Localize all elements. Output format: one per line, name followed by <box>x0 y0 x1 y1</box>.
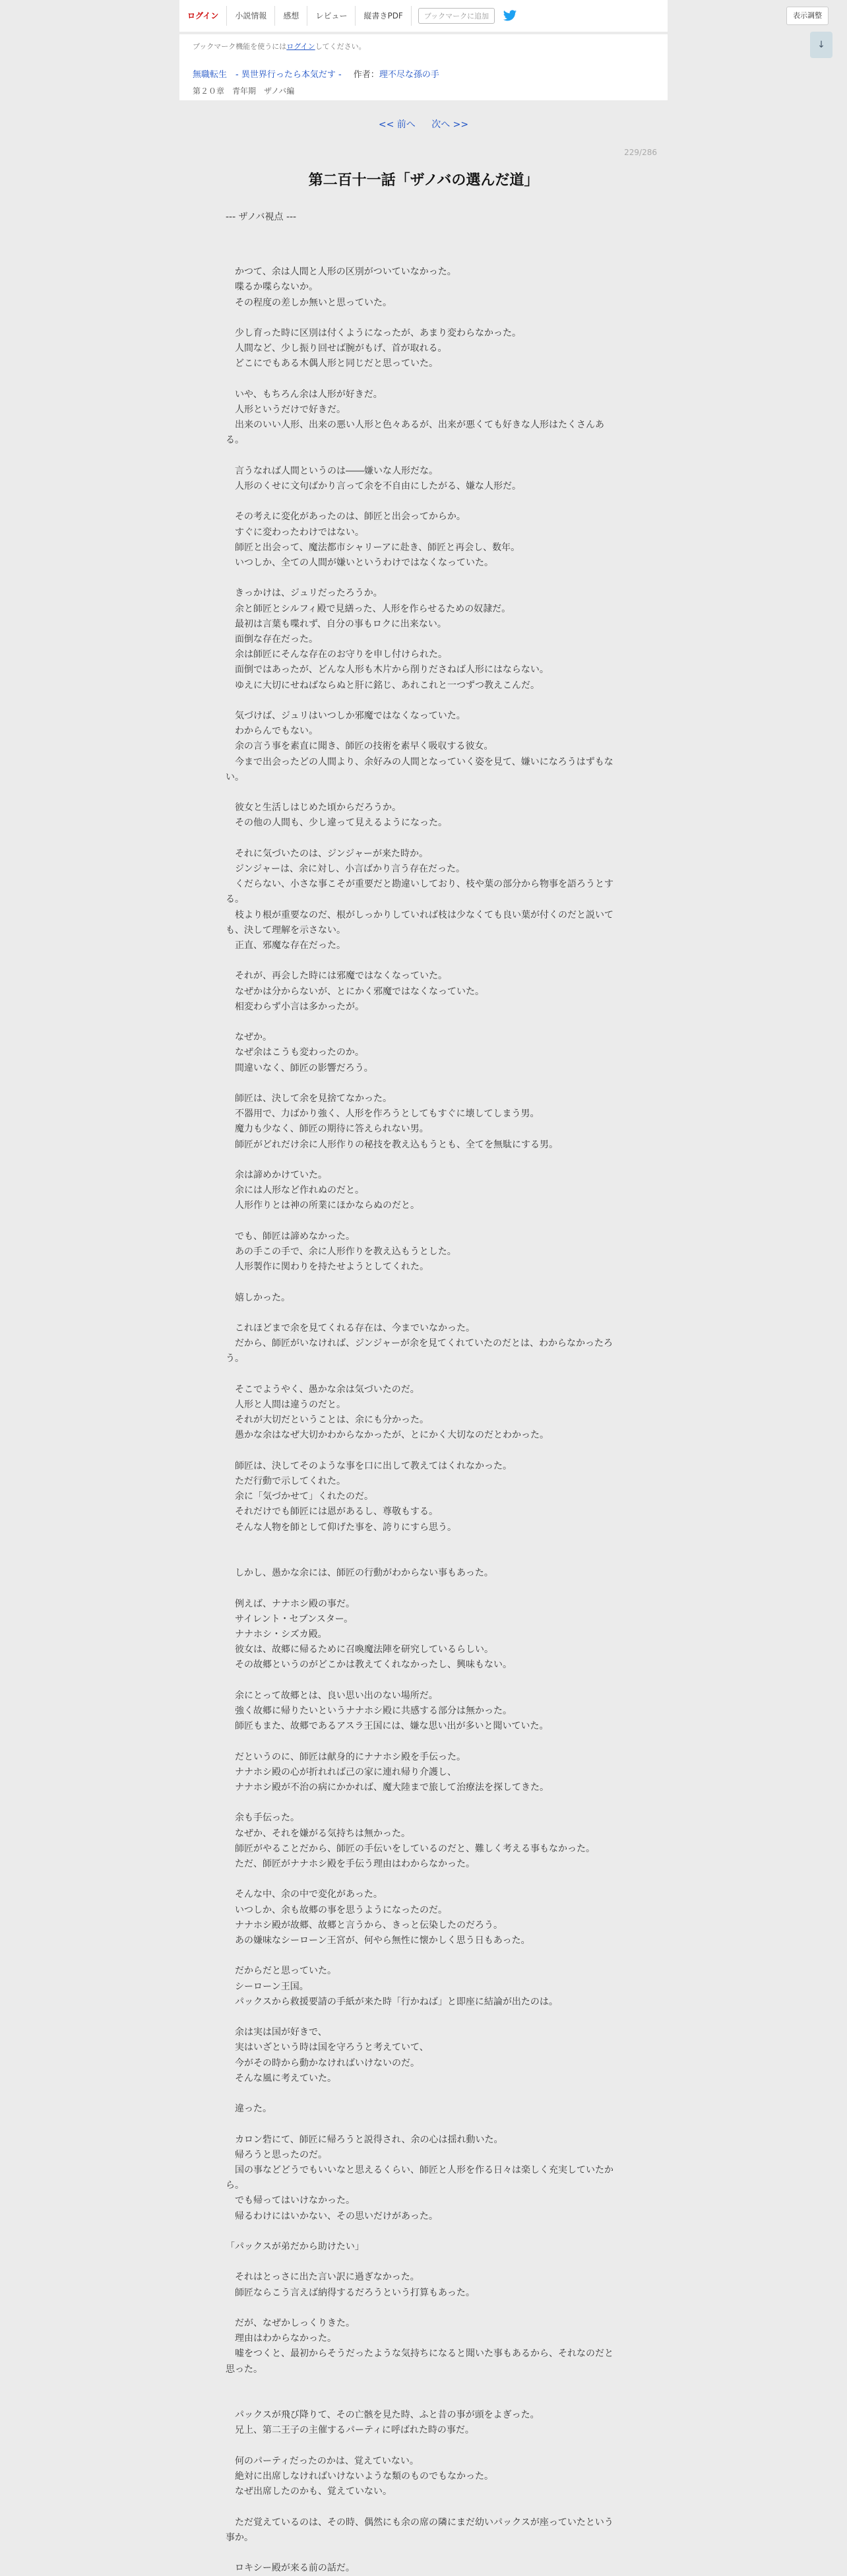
body-line: その他の人間も、少し違って見えるようになった。 <box>226 818 447 829</box>
body-line: 最初は言葉も喋れず、自分の事もロクに出来ない。 <box>226 618 447 629</box>
body-line <box>226 449 621 464</box>
pov-marker: --- ザノバ視点 --- <box>226 212 297 222</box>
body-line <box>226 372 621 387</box>
body-line: いつしか、余も故郷の事を思うようになったのだ。 <box>226 1904 447 1916</box>
body-line <box>226 2439 621 2454</box>
body-line <box>226 1306 621 1321</box>
body-line: 少し育った時に区別は付くようになったが、あまり変わらなかった。 <box>226 327 521 338</box>
body-line: だから、師匠がいなければ、ジンジャーが余を見てくれていたのだとは、わからなかったろう。 <box>226 1338 613 1365</box>
body-line <box>226 2117 621 2132</box>
body-line: それはとっさに出た言い訳に過ぎなかった。 <box>226 2272 420 2283</box>
body-line: 余にとって故郷とは、良い思い出のない場所だ。 <box>226 1690 438 1701</box>
body-line: その故郷というのがどこかは教えてくれなかったし、興味もない。 <box>226 1659 512 1671</box>
novel-header <box>179 34 668 100</box>
pager <box>179 117 668 131</box>
body-line: それに気づいたのは、ジンジャーが来た時か。 <box>226 848 429 859</box>
body-line <box>226 1581 621 1596</box>
chapter-title: 第２０章 青年期 ザノバ編 <box>193 86 295 96</box>
body-line <box>226 571 621 586</box>
body-line: 今まで出会ったどの人間より、余好みの人間となっていく姿を見て、嫌いになろうはずもない。 <box>226 756 613 783</box>
body-line: 師匠がどれだけ余に人形作りの秘技を教え込もうとも、全てを無駄にする男。 <box>226 1139 558 1150</box>
body-line <box>226 1948 621 1964</box>
body-line <box>226 2377 621 2393</box>
body-line <box>226 1214 621 1229</box>
prev-link[interactable]: << 前へ <box>378 119 416 130</box>
body-line: 人形というだけで好きだ。 <box>226 404 346 415</box>
next-link[interactable]: 次へ >> <box>431 119 469 130</box>
body-line: パックスが飛び降りて、その亡骸を見た時、ふと昔の事が頭をよぎった。 <box>226 2410 540 2421</box>
body-line: ナナホシ殿の心が折れれば己の家に連れ帰り介護し、 <box>226 1766 456 1778</box>
body-line <box>226 1734 621 1749</box>
episode-title: 第二百十一話「ザノバの選んだ道」 <box>308 172 539 189</box>
body-line: それだけでも師匠には恩があるし、尊敬もする。 <box>226 1506 438 1518</box>
body-line: 人形と人間は違うのだと。 <box>226 1399 346 1410</box>
body-line: サイレント・セブンスター。 <box>226 1613 354 1625</box>
body-line: わからんでもない。 <box>226 726 318 737</box>
body-line <box>226 1673 621 1689</box>
body-line: きっかけは、ジュリだったろうか。 <box>226 588 383 599</box>
body-line: ジンジャーは、余に対し、小言ばかり言う存在だった。 <box>226 863 466 874</box>
nav-novel-info[interactable]: 小説情報 <box>227 6 275 26</box>
body-line <box>226 2224 621 2239</box>
body-line: カロン砦にて、師匠に帰ろうと説得され、余の心は揺れ動いた。 <box>226 2134 503 2145</box>
body-line: シーローン王国。 <box>226 1981 309 1992</box>
body-line: 余の言う事を素直に聞き、師匠の技術を素早く吸収する彼女。 <box>226 741 493 752</box>
body-line <box>226 1076 621 1091</box>
body-line: なぜ出席したのかも、覚えていない。 <box>226 2486 392 2497</box>
body-line <box>226 311 621 326</box>
body-line: 間違いなく、師匠の影響だろう。 <box>226 1062 373 1074</box>
body-line: あの手この手で、余に人形作りを教え込もうとした。 <box>226 1246 456 1257</box>
body-line: 師匠は、決して余を見捨てなかった。 <box>226 1093 392 1104</box>
body-line <box>226 2010 621 2025</box>
body-line: 理由はわからなかった。 <box>226 2333 336 2344</box>
body-line: だからだと思っていた。 <box>226 1966 336 1977</box>
body-line: しかし、愚かな余には、師匠の行動がわからない事もあった。 <box>226 1568 493 1579</box>
body-line <box>226 1444 621 1459</box>
body-line: 人形製作に関わりを持たせようとしてくれた。 <box>226 1262 429 1273</box>
body-line <box>226 693 621 709</box>
series-title-link[interactable]: 無職転生 - 異世界行ったら本気だす - <box>193 70 342 80</box>
body-line: そんな中、余の中で変化があった。 <box>226 1889 383 1900</box>
body-line: くだらない、小さな事こそが重要だと勘違いしており、枝や葉の部分から物事を語ろうとする。 <box>226 879 613 905</box>
body-line: ナナホシ殿が故郷、故郷と言うから、きっと伝染したのだろう。 <box>226 1919 503 1931</box>
body-line: ただ、師匠がナナホシ殿を手伝う理由はわからなかった。 <box>226 1858 475 1869</box>
body-line: 嘘をつくと、最初からそうだったような気持ちになると聞いた事もあるから、それなのだと思った。 <box>226 2348 613 2375</box>
body-line: これほどまで余を見てくれる存在は、今までいなかった。 <box>226 1322 475 1334</box>
nav-impressions[interactable]: 感想 <box>275 6 307 26</box>
body-line <box>226 2546 621 2561</box>
body-line: そんな風に考えていた。 <box>226 2073 336 2084</box>
body-line: 面倒な存在だった。 <box>226 633 318 645</box>
body-line: 「パックスが弟だから助けたい」 <box>226 2241 364 2252</box>
body-line <box>226 1015 621 1030</box>
novel-body <box>226 249 621 2576</box>
body-line: 強く故郷に帰りたいというナナホシ殿に共感する部分は無かった。 <box>226 1705 512 1716</box>
body-line: 人形作りとは神の所業にほかならぬのだと。 <box>226 1200 420 1211</box>
body-line <box>226 1795 621 1811</box>
body-line: なぜか。 <box>226 1032 272 1043</box>
body-line: ナナホシ殿が不治の病にかかれば、魔大陸まで旅して治療法を探してきた。 <box>226 1782 549 1793</box>
body-line: 魔力も少なく、師匠の期待に答えられない男。 <box>226 1124 429 1135</box>
body-line: 余に「気づかせて」くれたのだ。 <box>226 1491 373 1502</box>
body-line: なぜか、それを嫌がる気持ちは無かった。 <box>226 1828 410 1839</box>
body-line: 余は諦めかけていた。 <box>226 1169 327 1180</box>
body-line: 不器用で、力ばかり強く、人形を作ろうとしてもすぐに壊してしまう男。 <box>226 1109 540 1120</box>
nav-vertical-pdf[interactable]: 縦書きPDF <box>356 6 411 26</box>
body-line <box>226 1275 621 1290</box>
body-line: そんな人物を師として仰げた事を、誇りにすら思う。 <box>226 1522 456 1533</box>
body-line: 今がその時から動かなければいけないのだ。 <box>226 2057 420 2069</box>
add-bookmark-button[interactable]: ブックマークに追加 <box>418 8 495 24</box>
body-line: 帰るわけにはいかない、その思いだけがあった。 <box>226 2210 438 2222</box>
body-line <box>226 2086 621 2102</box>
body-line: なぜかは分からないが、とにかく邪魔ではなくなっていた。 <box>226 986 484 997</box>
body-line: かつて、余は人間と人形の区別がついていなかった。 <box>226 267 456 278</box>
page-count: 229/286 <box>624 148 657 157</box>
bookmark-login-link[interactable]: ログイン <box>286 42 315 51</box>
body-line <box>226 785 621 800</box>
body-line: 相変わらず小言は多かったが。 <box>226 1001 364 1012</box>
series-line <box>193 67 654 80</box>
body-line: だが、なぜかしっくりきた。 <box>226 2317 355 2329</box>
body-line: 出来のいい人形、出来の悪い人形と色々あるが、出来が悪くても好きな人形はたくさんある。 <box>226 420 604 446</box>
body-line: 余には人形など作れぬのだと。 <box>226 1185 364 1196</box>
body-line: いつしか、全ての人間が嫌いというわけではなくなっていた。 <box>226 557 493 568</box>
body-line: 師匠ならこう言えば納得するだろうという打算もあった。 <box>226 2287 475 2298</box>
body-line: 国の事などどうでもいいなと思えるくらい、師匠と人形を作る日々は楽しく充実していたから。 <box>226 2164 613 2191</box>
body-line: 余も手伝った。 <box>226 1813 299 1824</box>
bookmark-notice-post: してください。 <box>315 42 366 51</box>
body-line: 人形のくせに文句ばかり言って余を不自由にしたがる、嫌な人形だ。 <box>226 480 521 492</box>
body-line <box>226 1551 621 1566</box>
display-settings-button[interactable]: 表示調整 <box>786 7 829 25</box>
body-line: でも、師匠は諦めなかった。 <box>226 1231 355 1242</box>
body-line <box>226 1872 621 1887</box>
bookmark-notice-pre: ブックマーク機能を使うには <box>193 42 287 51</box>
body-line: すぐに変わったわけではない。 <box>226 527 364 538</box>
body-line <box>226 1153 621 1168</box>
twitter-icon[interactable] <box>503 9 517 23</box>
body-line: 嬉しかった。 <box>226 1292 290 1303</box>
body-line <box>226 953 621 969</box>
body-line <box>226 2393 621 2408</box>
body-line: 人間など、少し振り回せば腕がもげ、首が取れる。 <box>226 343 447 354</box>
body-line: 師匠もまた、故郷であるアスラ王国には、嫌な思い出が多いと聞いていた。 <box>226 1721 549 1732</box>
body-line: 気づけば、ジュリはいつしか邪魔ではなくなっていた。 <box>226 710 466 721</box>
body-line: 師匠は、決してそのような事を口に出して教えてはくれなかった。 <box>226 1460 512 1471</box>
body-line: なぜ余はこうも変わったのか。 <box>226 1047 364 1058</box>
body-line: 余は実は国が好きで、 <box>226 2027 327 2038</box>
body-line <box>226 1367 621 1382</box>
body-line: それが、再会した時には邪魔ではなくなっていた。 <box>226 971 447 982</box>
top-nav <box>179 0 668 32</box>
body-line: そこでようやく、愚かな余は気づいたのだ。 <box>226 1384 420 1395</box>
body-line: ロキシー殿が来る前の話だ。 <box>226 2563 355 2574</box>
bookmark-notice <box>193 41 654 51</box>
body-line: パックスから救援要請の手紙が来た時「行かねば」と即座に結論が出たのは。 <box>226 1996 558 2007</box>
body-line <box>226 249 621 265</box>
body-line: あの嫌味なシーローン王宮が、何やら無性に懐かしく思う日もあった。 <box>226 1935 530 1946</box>
author-link[interactable]: 理不尽な孫の手 <box>379 70 439 80</box>
body-line: ただ行動で示してくれた。 <box>226 1475 346 1487</box>
body-line: だというのに、師匠は献身的にナナホシ殿を手伝った。 <box>226 1751 466 1762</box>
body-line: 正直、邪魔な存在だった。 <box>226 940 346 951</box>
body-line: 余は師匠にそんな存在のお守りを申し付けられた。 <box>226 649 447 660</box>
author-label: 作者： <box>353 70 379 80</box>
body-line: 帰ろうと思ったのだ。 <box>226 2149 327 2160</box>
body-line: いや、もちろん余は人形が好きだ。 <box>226 389 383 400</box>
body-line <box>226 831 621 847</box>
body-line: 愚かな余はなぜ大切かわからなかったが、とにかく大切なのだとわかった。 <box>226 1430 549 1441</box>
body-line: 枝より根が重要なのだ、根がしっかりしていれば枝は少なくても良い葉が付くのだと説いても、決して理解を示さない。 <box>226 909 613 936</box>
body-line: どこにでもある木偶人形と同じだと思っていた。 <box>226 358 438 370</box>
body-line <box>226 2255 621 2270</box>
scroll-down-button[interactable]: ↓ <box>810 32 832 58</box>
body-line: 師匠がやることだから、師匠の手伝いをしているのだと、難しく考える事もなかった。 <box>226 1843 595 1854</box>
body-line: 喋るか喋らないか。 <box>226 282 318 293</box>
body-line: 彼女と生活しはじめた頃からだろうか。 <box>226 802 401 814</box>
body-line: 彼女は、故郷に帰るために召喚魔法陣を研究しているらしい。 <box>226 1644 493 1656</box>
body-line <box>226 494 621 509</box>
body-line: その程度の差しか無いと思っていた。 <box>226 297 392 308</box>
body-line: 言うなれば人間というのは――嫌いな人形だな。 <box>226 465 438 476</box>
body-line: 余と師匠とシルフィ殿で見繕った、人形を作らせるための奴隷だ。 <box>226 603 511 614</box>
body-line <box>226 2301 621 2316</box>
body-line <box>226 1535 621 1551</box>
nav-login[interactable]: ログイン <box>179 6 227 26</box>
body-line: 絶対に出席しなければいけないような類のものでもなかった。 <box>226 2470 493 2482</box>
body-line: それが大切だということは、余にも分かった。 <box>226 1415 429 1426</box>
body-line: 兄上、第二王子の主催するパーティに呼ばれた時の事だ。 <box>226 2425 474 2436</box>
body-line: その考えに変化があったのは、師匠と出会ってからか。 <box>226 511 466 523</box>
body-line: ナナホシ・シズカ殿。 <box>226 1628 327 1640</box>
body-line: でも帰ってはいけなかった。 <box>226 2195 355 2206</box>
body-line: 面倒ではあったが、どんな人形も木片から削りださねば人形にはならない。 <box>226 664 549 676</box>
body-line: 師匠と出会って、魔法都市シャリーアに赴き、師匠と再会し、数年。 <box>226 542 520 553</box>
body-line <box>226 2499 621 2515</box>
body-line: 実はいざという時は国を守ろうと考えていて、 <box>226 2042 429 2053</box>
body-line: 例えば、ナナホシ殿の事だ。 <box>226 1598 355 1609</box>
nav-reviews[interactable]: レビュー <box>307 6 356 26</box>
body-line: 何のパーティだったのかは、覚えていない。 <box>226 2455 419 2466</box>
body-line: 違った。 <box>226 2104 272 2115</box>
body-line: ゆえに大切にせねばならぬと肝に銘じ、あれこれと一つずつ教えこんだ。 <box>226 680 540 691</box>
body-line: ただ覚えているのは、その時、偶然にも余の席の隣にまだ幼いパックスが座っていたという事か。 <box>226 2517 613 2543</box>
